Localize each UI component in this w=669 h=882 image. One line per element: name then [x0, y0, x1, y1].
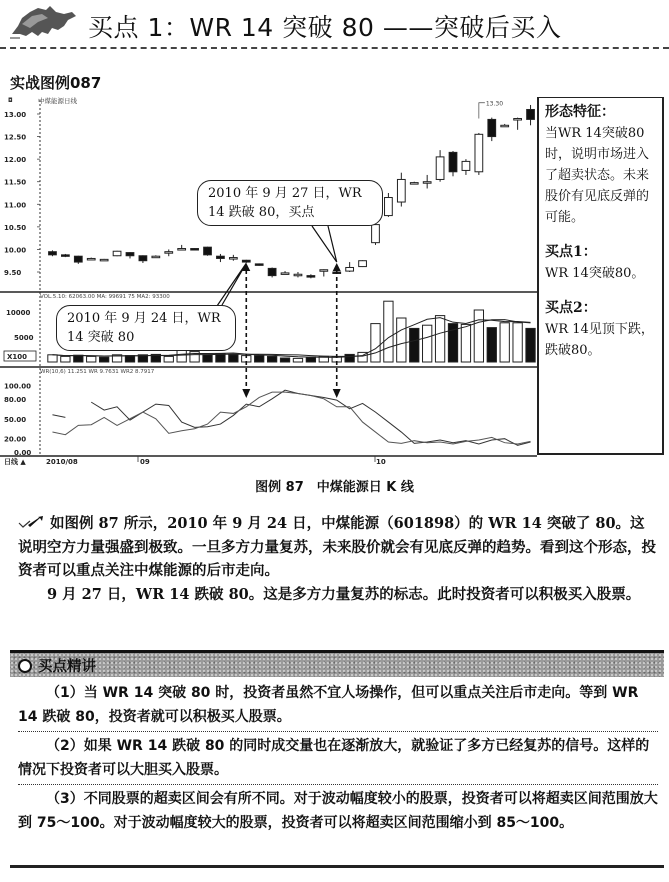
buy2-title: 买点2： [545, 300, 597, 316]
key-point: （1）当 WR 14 突破 80 时，投资者虽然不宜人场操作，但可以重点关注后市走向。等到 WR 14 跌破 80，投资者就可以积极买人股票。 [18, 685, 639, 725]
pattern-notes-box [537, 97, 664, 455]
svg-text:10000: 10000 [6, 309, 31, 317]
buy1-text: WR 14突破80。 [545, 266, 645, 281]
svg-text:13.00: 13.00 [4, 111, 27, 119]
svg-text:2010/08: 2010/08 [46, 458, 78, 466]
svg-text:10.50: 10.50 [4, 223, 27, 232]
svg-text:50.00: 50.00 [4, 415, 27, 424]
figure-caption: 图例 87 中煤能源日 K 线 [255, 480, 414, 495]
section-title [18, 655, 96, 676]
paragraph-2: 9 月 27 日，WR 14 跌破 80。这是多方力量复苏的标志。此时投资者可以积极买入股票。 [47, 585, 641, 603]
key-point: （3）不同股票的超卖区间会有所不同。对于波动幅度较小的股票，投资者可以将超卖区间范围放大到 75～100。对于波动幅度较大的股票，投资者可以将超卖区间范围缩小到 85～100。 [18, 784, 658, 837]
bottom-divider [10, 865, 664, 868]
key-point: （2）如果 WR 14 跌破 80 的同时成交量也在逐渐放大，就验证了多方已经复苏的信号。这样的情况下投资者可以大胆买入股票。 [18, 731, 658, 784]
svg-text:10.00: 10.00 [4, 246, 27, 255]
svg-text:80.00: 80.00 [4, 395, 27, 404]
figure-label: 实战图例087 [10, 74, 102, 92]
page-title: 买点 1：WR 14 突破 80 ——突破后买入 [88, 13, 562, 42]
svg-text:12.00: 12.00 [4, 156, 27, 165]
svg-text:◘: ◘ [8, 97, 13, 104]
svg-text:100.00: 100.00 [4, 382, 32, 391]
bull-icon [8, 4, 80, 40]
paragraph-1: 如图例 87 所示，2010 年 9 月 24 日，中煤能源（601898）的 WR 14 突破了 80。这说明空方力量强盛到极致。一旦多方力量复苏，未来股价就会有见底反弹的趋势。看到这个形态，投资者可以重点关注中煤能源的后市走向。 [18, 515, 656, 579]
feature-title: 形态特征： [545, 104, 615, 120]
body-text [18, 512, 658, 606]
pen-arrow-icon [18, 515, 44, 529]
svg-text:13.30: 13.30 [485, 100, 504, 108]
svg-text:09: 09 [140, 458, 150, 466]
circle-icon [18, 659, 32, 673]
svg-text:10: 10 [376, 458, 386, 466]
svg-text:9.50: 9.50 [4, 269, 22, 277]
svg-text:11.00: 11.00 [4, 201, 27, 210]
svg-text:0.00: 0.00 [14, 449, 32, 457]
buy2-text: WR 14见顶下跌，跌破80。 [545, 322, 654, 358]
svg-text:20.00: 20.00 [4, 435, 27, 444]
section-header-bar [10, 650, 664, 677]
header-divider [0, 47, 669, 49]
svg-text:X100: X100 [7, 353, 28, 361]
svg-text:12.50: 12.50 [4, 133, 27, 142]
buy1-title: 买点1： [545, 244, 597, 260]
svg-text:5000: 5000 [14, 334, 34, 343]
key-points [18, 681, 658, 837]
callout-breakout: 2010 年 9 月 24 日，WR 14 突破 80 [56, 305, 236, 351]
svg-text:WR(10,6) 11.251 WR 9.7631 WR2: WR(10,6) 11.251 WR 9.7631 WR2 8.7917 [40, 369, 155, 375]
svg-text:VOL.5.10: 62063.00 MA: 99691 7: VOL.5.10: 62063.00 MA: 99691 75 MA2: 93300 [40, 294, 170, 300]
svg-text:日线 ▲: 日线 ▲ [4, 458, 26, 466]
feature-text: 当WR 14突破80时，说明市场进入了超卖状态。未来股价有见底反弹的可能。 [545, 126, 650, 225]
svg-text:11.50: 11.50 [4, 178, 27, 187]
callout-sell-point: 2010 年 9 月 27 日，WR 14 跌破 80，买点 [197, 180, 383, 226]
page-header [0, 0, 669, 48]
section-title-text: 买点精讲 [38, 659, 96, 675]
svg-text:中煤能源日线: 中煤能源日线 [38, 97, 77, 105]
